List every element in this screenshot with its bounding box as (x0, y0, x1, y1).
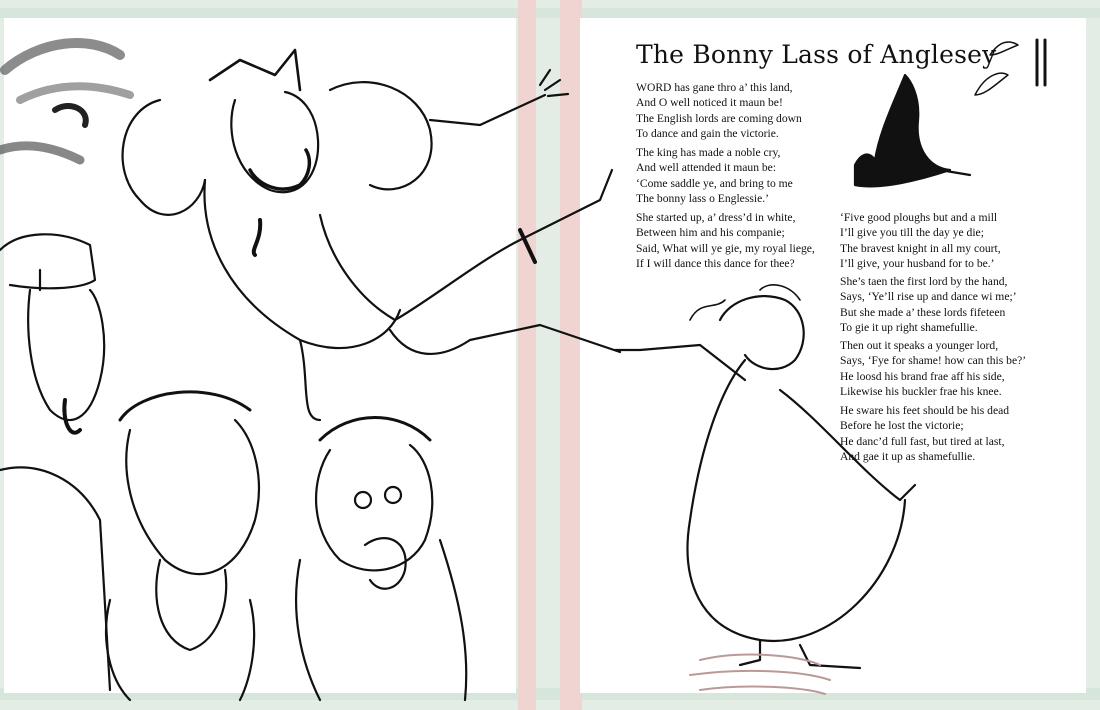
courtiers-group (0, 234, 466, 700)
stanza-2 (636, 145, 793, 206)
stanza-4 (840, 210, 1001, 271)
stanza-line: Said, What will ye gie, my royal liege, (636, 241, 815, 255)
swallow-bird (855, 75, 970, 186)
stanza-line: The king has made a noble cry, (636, 146, 781, 159)
stanza-line: Between him and his companie; (636, 226, 785, 240)
stanza-line: But she made a’ these lords fifeteen (840, 305, 1006, 319)
stanza-line: She’s taen the first lord by the hand, (840, 275, 1008, 288)
stanza-1 (636, 80, 802, 141)
stanza-5 (840, 274, 1017, 335)
stanza-7 (840, 403, 1009, 464)
smoke-brush (0, 43, 130, 160)
stanza-line: Then out it speaks a younger lord, (840, 339, 999, 352)
king-figure (123, 50, 620, 420)
stanza-line: He danc’d full fast, but tired at last, (840, 434, 1005, 448)
stanza-line: And well attended it maun be: (636, 161, 777, 175)
stanza-line: He loosd his brand frae aff his side, (840, 369, 1005, 383)
stanza-line: He sware his feet should be his dead (840, 404, 1010, 417)
stanza-line: And O well noticed it maun be! (636, 96, 783, 110)
poem-title: The Bonny Lass of Anglesey (636, 40, 997, 69)
stanza-line: I’ll give you till the day ye die; (840, 226, 984, 240)
stanza-line: I’ll give, your husband for to be.’ (840, 256, 995, 270)
stanza-line: Before he lost the victorie; (840, 419, 964, 433)
stanza-line: The bravest knight in all my court, (840, 241, 1001, 255)
stanza-line: The bonny lass o Englessie.’ (636, 191, 769, 205)
stanza-line: ‘Come saddle ye, and bring to me (636, 176, 793, 190)
stanza-line: WORD has gane thro a’ this land, (636, 81, 793, 94)
stanza-line: Likewise his buckler frae his knee. (840, 384, 1002, 398)
stanza-line: Says, ‘Ye’ll rise up and dance wi me;’ (840, 290, 1017, 304)
stanza-3 (636, 210, 815, 271)
stanza-6 (840, 338, 1026, 399)
stanza-line: Says, ‘Fye for shame! how can this be?’ (840, 354, 1027, 368)
stanza-line: If I will dance this dance for thee? (636, 256, 795, 270)
stanza-line: The English lords are coming down (636, 111, 802, 125)
stanza-line: She started up, a’ dress’d in white, (636, 211, 796, 224)
stanza-line: To dance and gain the victorie. (636, 126, 779, 140)
stanza-line: ‘Five good ploughs but and a mill (840, 211, 998, 224)
stanza-line: To gie it up right shamefullie. (840, 320, 978, 334)
stanza-line: And gae it up as shamefullie. (840, 449, 976, 463)
